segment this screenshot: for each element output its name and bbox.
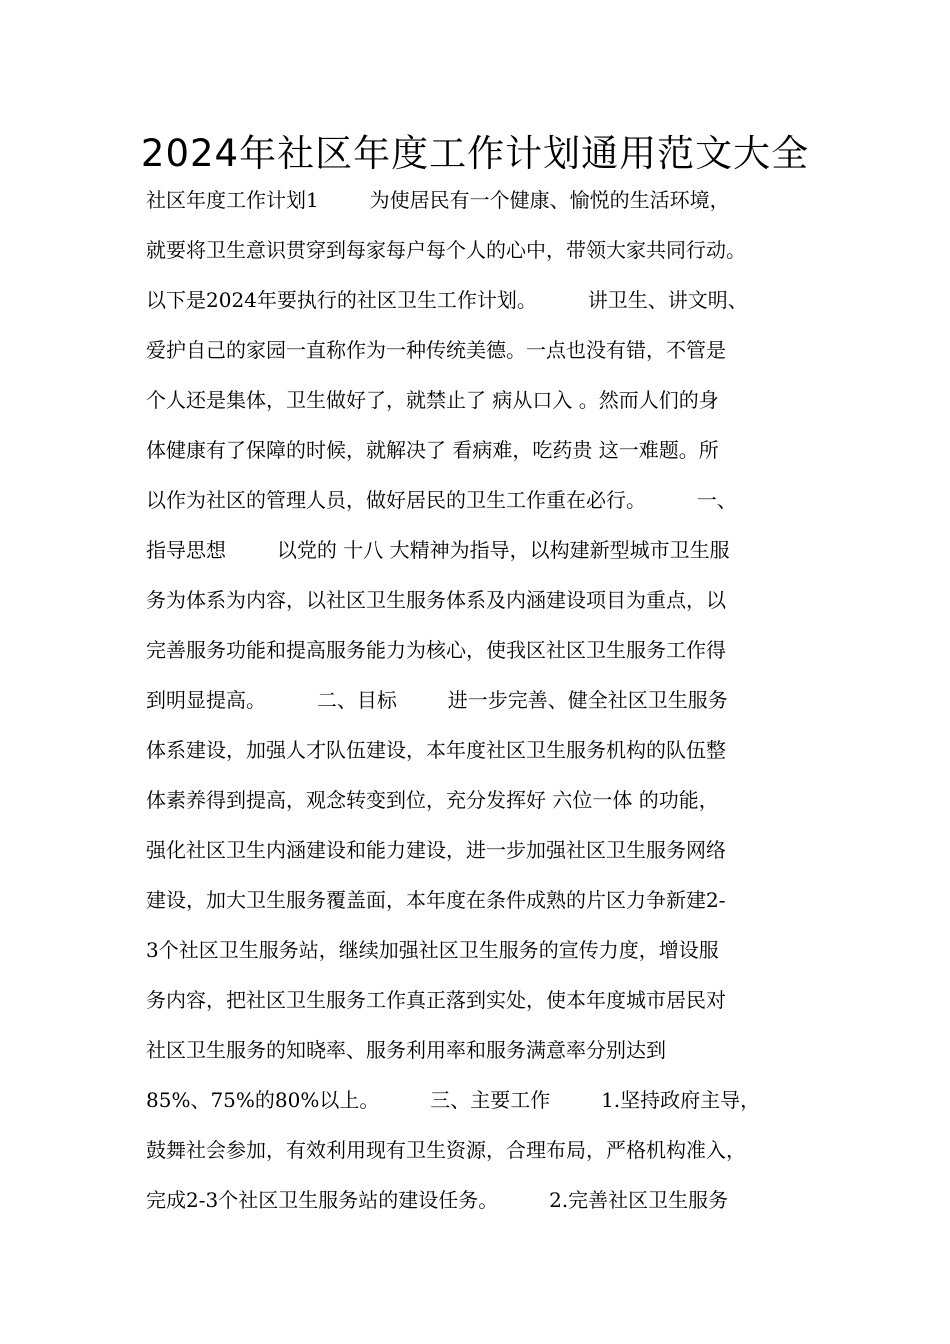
document-body <box>146 175 836 1225</box>
body-line: 完善服务功能和提高服务能力为核心，使我区社区卫生服务工作得 <box>146 638 726 662</box>
body-line: 以下是2024年要执行的社区卫生工作计划。 讲卫生、讲文明、 <box>146 288 748 312</box>
body-line: 3个社区卫生服务站，继续加强社区卫生服务的宣传力度，增设服 <box>146 938 719 962</box>
body-line: 体素养得到提高，观念转变到位，充分发挥好 六位一体 的功能， <box>146 788 719 812</box>
body-line: 完成2-3个社区卫生服务站的建设任务。 2.完善社区卫生服务 <box>146 1188 729 1212</box>
body-line: 建设，加大卫生服务覆盖面，本年度在条件成熟的片区力争新建2- <box>146 888 726 912</box>
body-line: 个人还是集体，卫生做好了，就禁止了 病从口入 。然而人们的身 <box>146 388 719 412</box>
body-line: 社区年度工作计划1 为使居民有一个健康、愉悦的生活环境， <box>146 188 730 212</box>
body-line: 体系建设，加强人才队伍建设，本年度社区卫生服务机构的队伍整 <box>146 738 726 762</box>
document-title: 2024年社区年度工作计划通用范文大全 <box>140 132 810 175</box>
body-line: 爱护自己的家园一直称作为一种传统美德。一点也没有错，不管是 <box>146 338 726 362</box>
body-line: 就要将卫生意识贯穿到每家每户每个人的心中，带领大家共同行动。 <box>146 238 746 262</box>
body-line: 鼓舞社会参加，有效利用现有卫生资源，合理布局，严格机构准入， <box>146 1138 746 1162</box>
body-line: 指导思想 以党的 十八 大精神为指导，以构建新型城市卫生服 <box>146 538 730 562</box>
body-line: 强化社区卫生内涵建设和能力建设，进一步加强社区卫生服务网络 <box>146 838 726 862</box>
body-line: 以作为社区的管理人员，做好居民的卫生工作重在必行。 一、 <box>146 488 737 512</box>
body-line: 到明显提高。 二、目标 进一步完善、健全社区卫生服务 <box>146 688 728 712</box>
body-line: 体健康有了保障的时候，就解决了 看病难，吃药贵 这一难题。所 <box>146 438 719 462</box>
body-line: 85%、75%的80%以上。 三、主要工作 1.坚持政府主导， <box>146 1088 761 1112</box>
body-line: 社区卫生服务的知晓率、服务利用率和服务满意率分别达到 <box>146 1038 666 1062</box>
body-line: 务内容，把社区卫生服务工作真正落到实处，使本年度城市居民对 <box>146 988 726 1012</box>
body-line: 务为体系为内容，以社区卫生服务体系及内涵建设项目为重点，以 <box>146 588 726 612</box>
